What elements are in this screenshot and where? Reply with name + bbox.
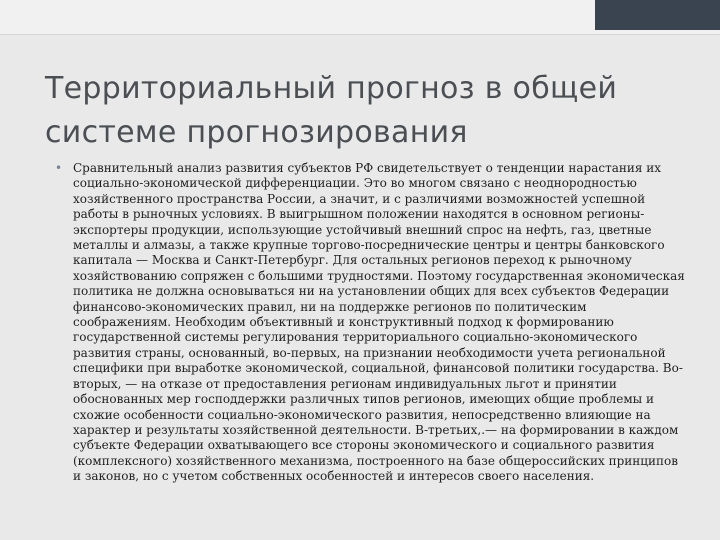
slide-body	[55, 161, 685, 485]
header-accent-block	[595, 0, 720, 30]
bullet-icon: •	[55, 161, 63, 175]
bullet-text: Сравнительный анализ развития субъектов РФ свидетельствует о тенденции нарастания их социально-экономической дифференциации. Это во многом связано с неоднородностью хозяйственного пространства России, а значит, и с различиями возможностей успешной работы в рыночных условиях. В выигрышном положении находятся в основном регионы-экспортеры продукции, использующие устойчивый внешний спрос на нефть, газ, цветные металлы и алмазы, а также крупные торгово-посреднические центры и центры банковского капитала — Москва и Санкт-Петербург. Для остальных регионов переход к рыночному хозяйствованию сопряжен с большими трудностями. Поэтому государственная экономическая политика не должна основываться ни на установлении общих для всех субъектов Федерации финансово-экономических правил, ни на поддержке регионов по политическим соображениям. Необходим объективный и конструктивный подход к формированию государственной системы регулирования территориального социально-экономического развития страны, основанный, во-первых, на признании необходимости учета региональной специфики при выработке экономической, социальной, финансовой политики государства. Во-вторых, — на отказе от предоставления регионам индивидуальных льгот и принятии обоснованных мер господдержки различных типов регионов, имеющих общие проблемы и схожие особенности социально-экономического развития, непосредственно влияющие на характер и результаты хозяйственной деятельности. В-третьих,.— на формировании в каждом субъекте Федерации охватывающего все стороны экономического и социального развития (комплексного) хозяйственного механизма, построенного на базе общероссийских принципов и законов, но с учетом собственных особенностей и интересов своего населения.	[73, 161, 685, 484]
header-divider	[0, 34, 720, 35]
slide-title: Территориальный прогноз в общей системе прогнозирования	[45, 71, 618, 150]
bullet-item	[55, 161, 685, 485]
